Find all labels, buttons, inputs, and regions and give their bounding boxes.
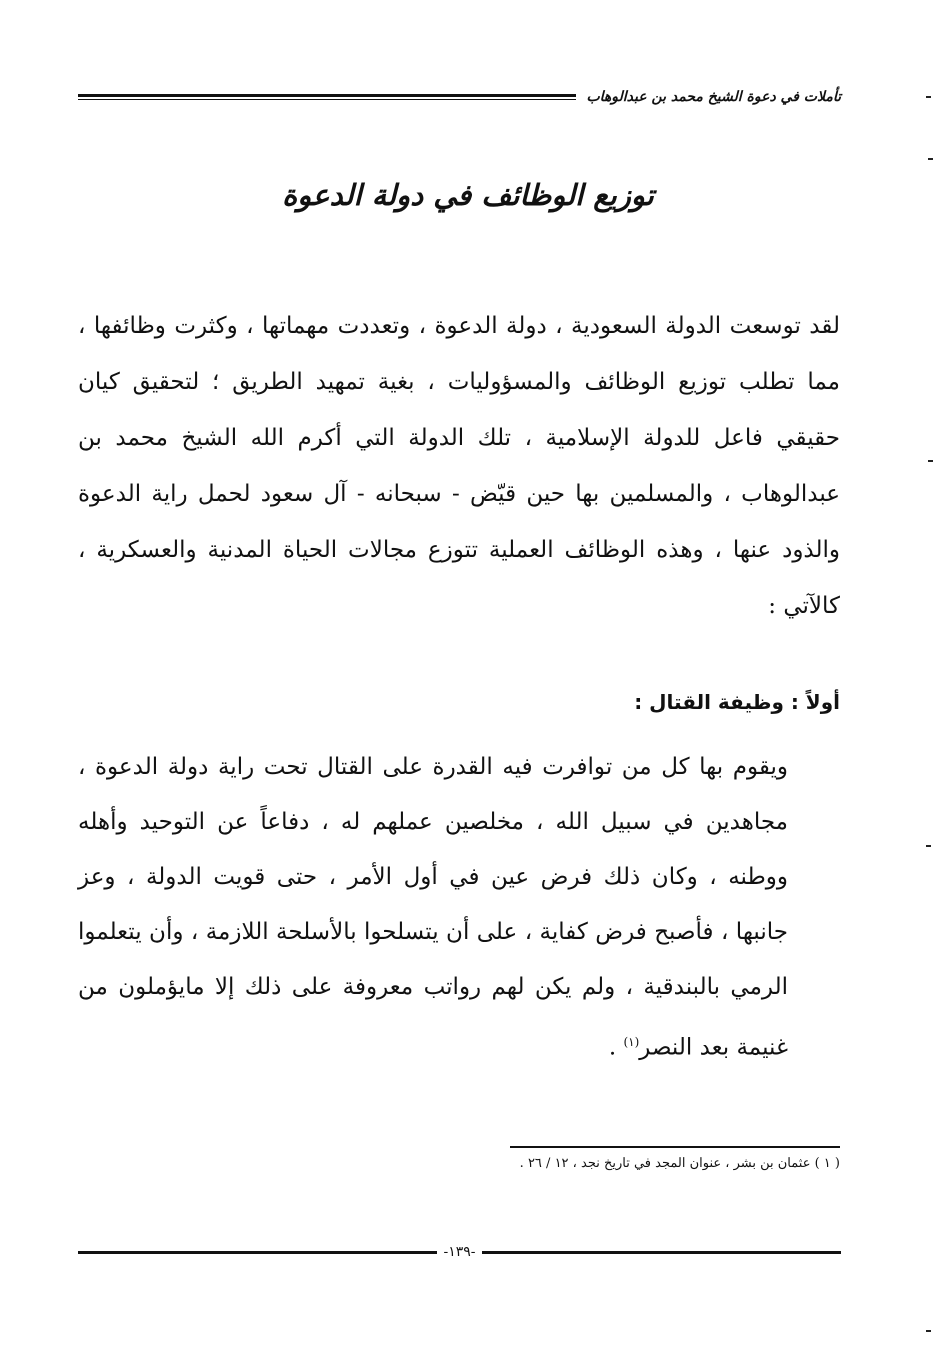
- running-header: [78, 86, 841, 108]
- footer-rule-right: [482, 1251, 841, 1254]
- section-body-text: ويقوم بها كل من توافرت فيه القدرة على القتال تحت راية دولة الدعوة ، مجاهدين في سبيل الله ، مخلصين عملهم له ، دفاعاً عن التوحيد وأهله ووطنه ، وكان ذلك فرض عين في أول الأمر ، حتى قويت الدولة ، وعز جانبها ، فأصبح فرض كفاية ، على أن يتسلحوا بالأسلحة اللازمة ، وأن يتعلموا الرمي بالبندقية ، ولم يكن لهم رواتب معروفة على ذلك إلا مايؤملون من غنيمة بعد النصر: [78, 754, 788, 1061]
- footnote-divider: [510, 1146, 840, 1148]
- page-footer: [78, 1246, 841, 1258]
- section-body-end: .: [608, 1034, 624, 1061]
- intro-paragraph: لقد توسعت الدولة السعودية ، دولة الدعوة ، وتعددت مهماتها ، وكثرت وظائفها ، مما تطلب توزيع الوظائف والمسؤوليات ، بغية تمهيد الطريق ؛ لتحقيق كيان حقيقي فاعل للدولة الإسلامية ، تلك الدولة التي أكرم الله الشيخ محمد بن عبدالوهاب ، والمسلمين بها حين قيّض - سبحانه - آل سعود لحمل راية الدعوة والذود عنها ، وهذه الوظائف العملية تتوزع مجالات الحياة المدنية والعسكرية ، كالآتي :: [78, 313, 840, 619]
- footnote: ( ١ ) عثمان بن بشر ، عنوان المجد في تاريخ نجد ، ١٢ / ٢٦ .: [519, 1156, 840, 1171]
- footnote-reference[interactable]: (١): [623, 1035, 640, 1049]
- edge-mark: [926, 1330, 931, 1332]
- edge-mark: [926, 96, 931, 98]
- section-heading: أولاً : وظيفة القتال :: [634, 690, 840, 714]
- section-body: [78, 740, 788, 1076]
- running-header-title: تأملات في دعوة الشيخ محمد بن عبدالوهاب: [586, 89, 841, 105]
- footer-rule-left: [78, 1251, 437, 1254]
- edge-mark: [928, 460, 933, 462]
- edge-mark: [928, 158, 933, 160]
- chapter-title: توزيع الوظائف في دولة الدعوة: [282, 178, 654, 212]
- header-rule: [78, 94, 576, 100]
- edge-mark: [926, 845, 931, 847]
- page-number: -١٣٩-: [443, 1244, 476, 1260]
